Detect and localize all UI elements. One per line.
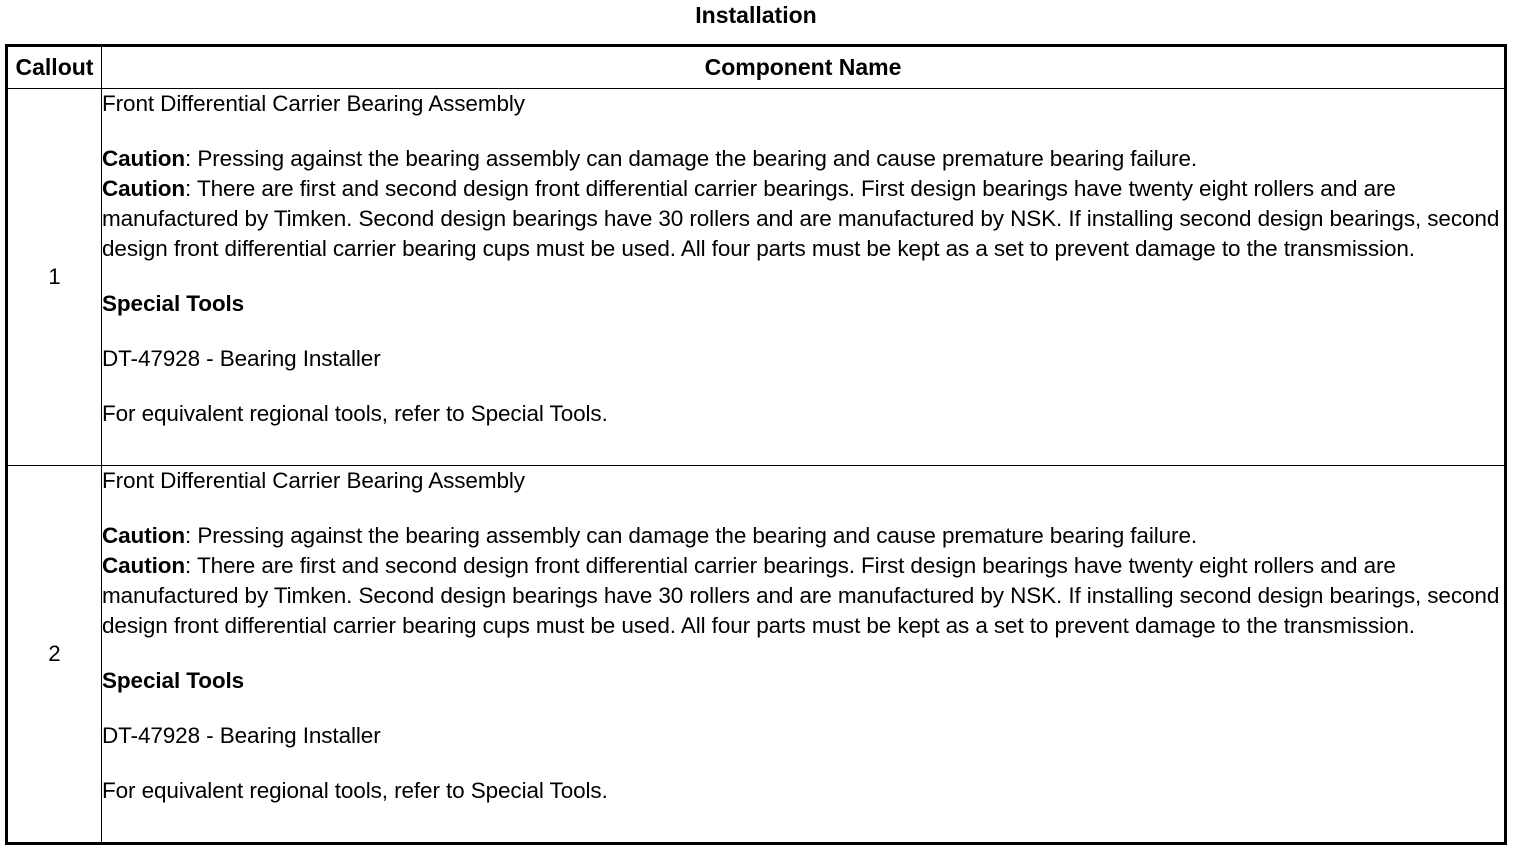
caution-label: Caution xyxy=(102,176,186,201)
callout-number: 1 xyxy=(7,89,102,466)
special-tool-item: DT-47928 - Bearing Installer xyxy=(102,723,381,748)
caution-text: : There are first and second design front differential carrier bearings. First design bearings have twenty eight rollers and are manufactured by Timken. Second design bearings have 30 rollers and are manufactured by NSK. If installing second design bearings, second design front differential carrier bearing cups must be used. All four parts must be kept as a set to prevent damage to the transmission. xyxy=(102,176,1500,261)
caution-note xyxy=(102,551,1504,641)
component-name-column-header: Component Name xyxy=(102,46,1506,89)
callout-number: 2 xyxy=(7,466,102,844)
callout-column-header: Callout xyxy=(7,46,102,89)
component-name: Front Differential Carrier Bearing Assembly xyxy=(102,91,525,116)
caution-text: : There are first and second design front differential carrier bearings. First design bearings have twenty eight rollers and are manufactured by Timken. Second design bearings have 30 rollers and are manufactured by NSK. If installing second design bearings, second design front differential carrier bearing cups must be used. All four parts must be kept as a set to prevent damage to the transmission. xyxy=(102,553,1500,638)
regional-tools-note: For equivalent regional tools, refer to Special Tools. xyxy=(102,778,608,803)
caution-label: Caution xyxy=(102,523,186,548)
caution-note xyxy=(102,144,1504,174)
caution-note xyxy=(102,521,1504,551)
special-tools-heading: Special Tools xyxy=(102,291,245,316)
special-tools-heading: Special Tools xyxy=(102,668,245,693)
caution-text: : Pressing against the bearing assembly can damage the bearing and cause premature bearing failure. xyxy=(185,523,1198,548)
regional-tools-note: For equivalent regional tools, refer to Special Tools. xyxy=(102,401,608,426)
caution-label: Caution xyxy=(102,146,186,171)
table-header-row xyxy=(7,46,1506,89)
page-title: Installation xyxy=(695,2,817,28)
components-table xyxy=(5,44,1507,845)
component-description xyxy=(102,89,1506,466)
caution-note xyxy=(102,174,1504,264)
component-description xyxy=(102,466,1506,844)
special-tool-item: DT-47928 - Bearing Installer xyxy=(102,346,381,371)
caution-label: Caution xyxy=(102,553,186,578)
table-row xyxy=(7,89,1506,466)
component-name: Front Differential Carrier Bearing Assembly xyxy=(102,468,525,493)
table-row xyxy=(7,466,1506,844)
caution-text: : Pressing against the bearing assembly can damage the bearing and cause premature bearing failure. xyxy=(185,146,1198,171)
